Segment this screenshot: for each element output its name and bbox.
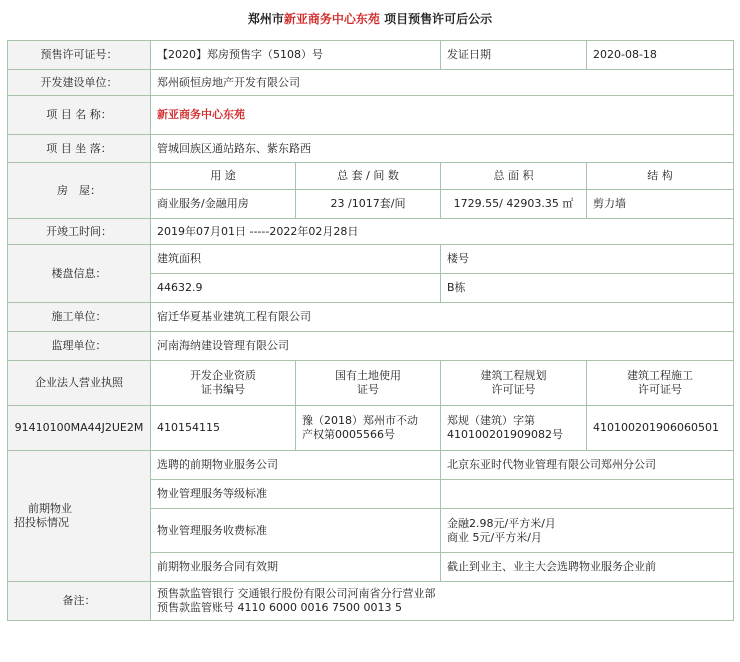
construction-permit-number: 410100201906060501 [587,406,734,451]
housing-use: 商业服务/金融用房 [151,190,296,219]
remarks-label: 备注： [8,582,151,621]
permit-value: 【2020】郑房预售字（5108）号 [151,41,441,70]
property-label: 前期物业 招投标情况 [8,451,151,582]
supervisor-value: 河南海纳建设管理有限公司 [151,332,734,361]
property-fee-value: 金融2.98元/平方米/月 商业 5元/平方米/月 [441,509,734,553]
location-value: 管城回族区通站路东、紫东路西 [151,135,734,163]
property-company-label: 选聘的前期物业服务公司 [151,451,441,480]
location-row [8,135,734,163]
housing-header-count: 总 套 / 间 数 [296,163,441,190]
building-area-label: 建筑面积 [151,245,441,274]
project-name-value: 新亚商务中心东苑 [151,96,734,135]
license-header-row [8,361,734,406]
permit-row [8,41,734,70]
housing-header-structure: 结 构 [587,163,734,190]
construction-time-label: 开竣工时间： [8,219,151,245]
construction-time-value: 2019年07月01日 -----2022年02月28日 [151,219,734,245]
property-fee-label: 物业管理服务收费标准 [151,509,441,553]
issue-date-label: 发证日期 [441,41,587,70]
developer-row [8,70,734,96]
property-grade-label: 物业管理服务等级标准 [151,480,441,509]
project-name-row [8,96,734,135]
housing-count: 23 /1017套/间 [296,190,441,219]
developer-label: 开发建设单位： [8,70,151,96]
developer-value: 郑州硕恒房地产开发有限公司 [151,70,734,96]
page-title [0,0,740,30]
building-header-row [8,245,734,274]
supervisor-label: 监理单位： [8,332,151,361]
qualification-number: 410154115 [151,406,296,451]
housing-area: 1729.55/ 42903.35 ㎡ [441,190,587,219]
contractor-value: 宿迁华夏基业建筑工程有限公司 [151,303,734,332]
planning-permit-number: 郑规（建筑）字第 410100201909082号 [441,406,587,451]
title-prefix: 郑州市 [247,12,284,26]
property-contract-label: 前期物业服务合同有效期 [151,553,441,582]
contractor-label: 施工单位： [8,303,151,332]
license-header-qualification: 开发企业资质 证书编号 [151,361,296,406]
building-label: 楼盘信息： [8,245,151,303]
property-grade-value [441,480,734,509]
housing-header-use: 用 途 [151,163,296,190]
contractor-row [8,303,734,332]
remarks-row [8,582,734,621]
supervisor-row [8,332,734,361]
building-number-label: 楼号 [441,245,734,274]
title-project: 新亚商务中心东苑 [283,12,380,26]
license-value-row [8,406,734,451]
construction-time-row [8,219,734,245]
license-header-land: 国有土地使用 证号 [296,361,441,406]
license-header-planning: 建筑工程规划 许可证号 [441,361,587,406]
license-header-construction: 建筑工程施工 许可证号 [587,361,734,406]
location-label: 项 目 坐 落： [8,135,151,163]
issue-date-value: 2020-08-18 [587,41,734,70]
land-certificate-number: 豫（2018）郑州市不动 产权第0005566号 [296,406,441,451]
remarks-value: 预售款监管银行 交通银行股份有限公司河南省分行营业部 预售款监管账号 4110 6000 0016 7500 0013 5 [151,582,734,621]
property-contract-value: 截止到业主、业主大会选聘物业服务企业前 [441,553,734,582]
property-company-value: 北京东亚时代物业管理有限公司郑州分公司 [441,451,734,480]
permit-label: 预售许可证号： [8,41,151,70]
housing-label: 房 屋： [8,163,151,219]
building-area-value: 44632.9 [151,274,441,303]
building-number-value: B栋 [441,274,734,303]
housing-header-area: 总 面 积 [441,163,587,190]
housing-header-row [8,163,734,190]
housing-structure: 剪力墙 [587,190,734,219]
info-table [7,40,734,621]
project-name-label: 项 目 名 称： [8,96,151,135]
property-row-1 [8,451,734,480]
title-suffix: 项目预售许可后公示 [379,12,493,26]
business-license-number: 91410100MA44J2UE2M [8,406,151,451]
license-label: 企业法人营业执照 [8,361,151,406]
